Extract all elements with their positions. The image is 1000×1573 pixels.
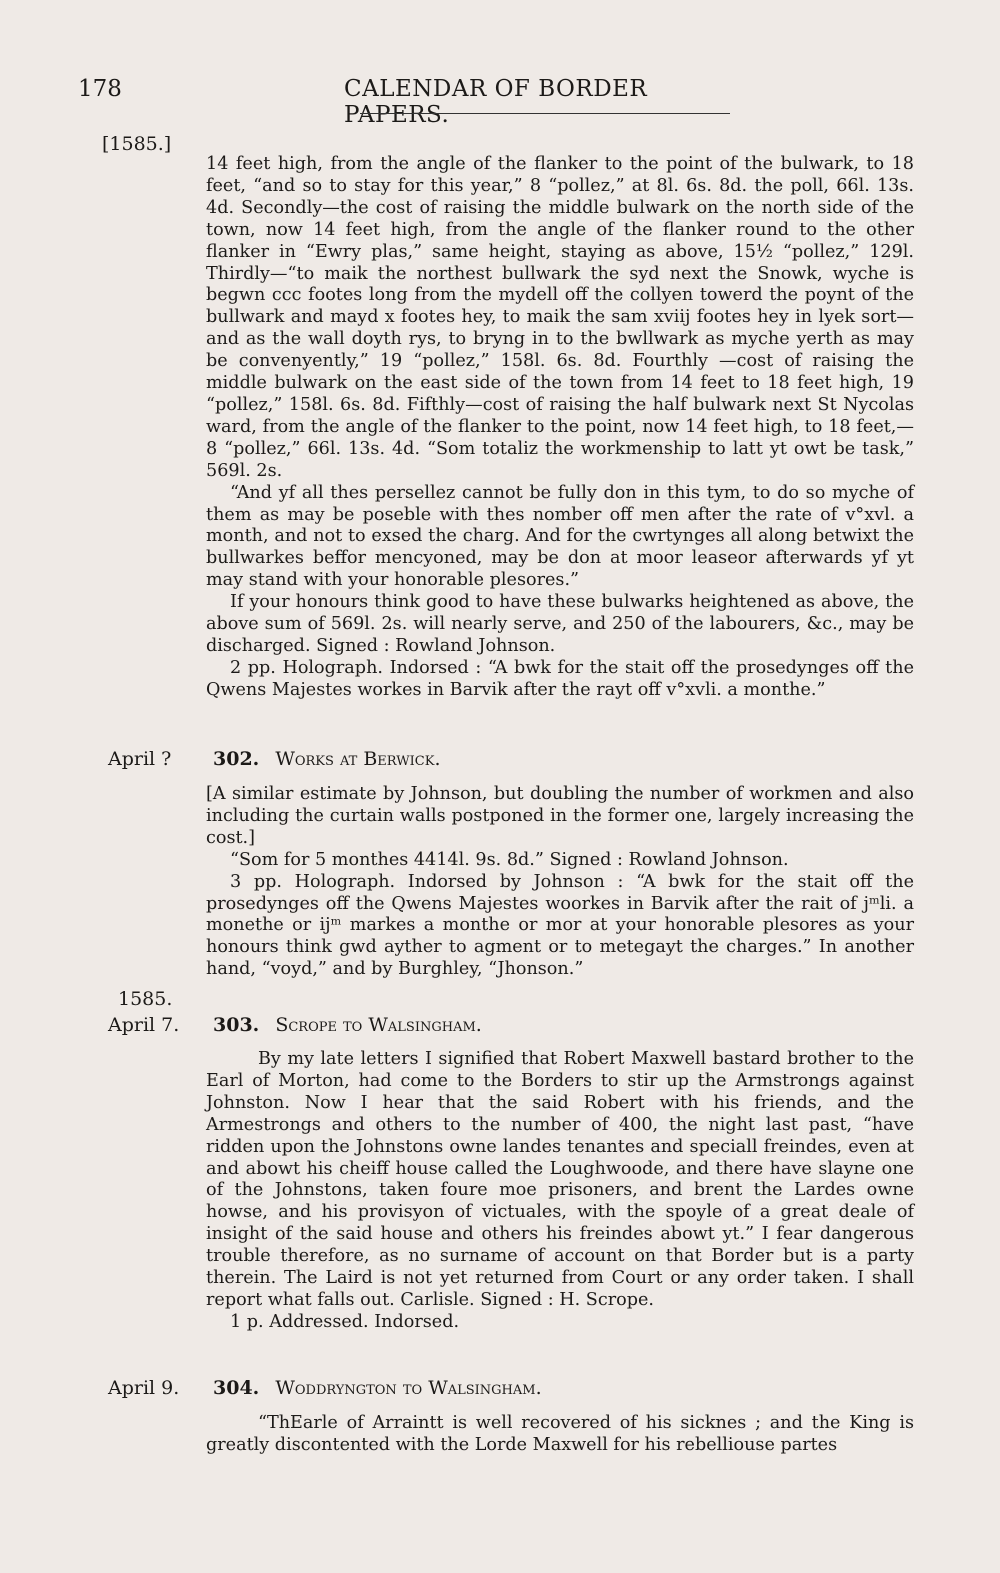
entry-title: Works at Berwick. bbox=[275, 748, 441, 770]
paragraph: 2 pp. Holograph. Indorsed : “A bwk for the stait off the prosedynges off the Qwens Majestes workes in Barvik after the rayt off v°xvli. a monthe.” bbox=[206, 657, 914, 700]
entry-title: Woddryngton to Walsingham. bbox=[275, 1377, 542, 1399]
year-margin-note: [1585.] bbox=[102, 133, 172, 155]
entry-date: April 7. bbox=[108, 1014, 180, 1036]
entry-heading bbox=[213, 1014, 482, 1036]
header-rule bbox=[360, 113, 730, 114]
entry-heading bbox=[213, 748, 441, 770]
paragraph: If your honours think good to have these bulwarks heightened as above, the above sum of 569l. 2s. will nearly serve, and 250 of the labourers, &c., may be discharged. Signed : Rowland Johnson. bbox=[206, 592, 914, 656]
paragraph: “Som for 5 monthes 4414l. 9s. 8d.” Signed : Rowland Johnson. bbox=[230, 849, 789, 870]
paragraph: 1 p. Addressed. Indorsed. bbox=[230, 1311, 460, 1332]
paragraph: [A similar estimate by Johnson, but doubling the number of workmen and also including the curtain walls postponed in the former one, largely increasing the cost.] bbox=[206, 784, 914, 848]
entry-date: April ? bbox=[108, 748, 172, 770]
paragraph: By my late letters I signified that Robert Maxwell bastard brother to the Earl of Morton, had come to the Borders to stir up the Armstrongs against Johnston. Now I hear that the said Robert with his friends, and the Armestrongs and others to the number of 400, the night last past, “have ridden upon the Johnstons owne landes tenantes and speciall freindes, even at and abowt his cheiff house called the Loughwoode, and there have slayne one of the Johnstons, taken foure moe prisoners, and brent the Lardes owne howse, and his provisyon of victuales, with the spoyle of a great deale of insight of the said house and others his freindes abowt yt.” I fear dangerous trouble therefore, as no surname of account on that Border but is a party therein. The Laird is not yet returned from Court or any order taken. I shall report what falls out. Carlisle. Signed : H. Scrope. bbox=[206, 1049, 914, 1310]
running-title: CALENDAR OF BORDER PAPERS. bbox=[344, 76, 648, 128]
paragraph: 14 feet high, from the angle of the flanker to the point of the bulwark, to 18 feet, “and so to stay for this year,” 8 “pollez,” at 8l. 6s. 8d. the poll, 66l. 13s. 4d. Secondly—the cost of raising the middle bulwark on the north side of the town, now 14 feet high, from the angle of the flanker round to the other flanker in “Ewry plas,” same height, staying as above, 15½ “pollez,” 129l. Thirdly—“to maik the northest bullwark the syd next the Snowk, wyche is begwn ccc footes long from the mydell off the collyen towerd the poynt of the bullwark and mayd x footes hey, to maik the sam xviij footes hey in lyek sort—and as the wall doyth rys, to bryng in to the bwllwark as myche yerth as may be convenyently,” 19 “pollez,” 158l. 6s. 8d. Fourthly —cost of raising the middle bulwark on the east side of the town from 14 feet to 18 feet high, 19 “pollez,” 158l. 6s. 8d. Fifthly—cost of raising the half bulwark next St Nycolas ward, from the angle of the flanker to the point, now 14 feet high, to 18 feet,—8 “pollez,” 66l. 13s. 4d. “Som totaliz the workmenship to latt yt owt be task,” 569l. 2s. bbox=[206, 154, 914, 481]
entry-year: 1585. bbox=[118, 988, 173, 1010]
page-number: 178 bbox=[78, 76, 122, 102]
entry-heading bbox=[213, 1377, 542, 1399]
entry-number: 304. bbox=[213, 1377, 260, 1399]
entry-date: April 9. bbox=[108, 1377, 180, 1399]
entry-301-continuation bbox=[206, 154, 914, 702]
page-header bbox=[78, 72, 758, 128]
entry-304-body bbox=[206, 1413, 914, 1457]
entry-number: 302. bbox=[213, 748, 260, 770]
entry-302-body bbox=[206, 784, 914, 981]
paragraph: “ThEarle of Arraintt is well recovered of his sicknes ; and the King is greatly discontented with the Lorde Maxwell for his rebelliouse partes bbox=[206, 1413, 914, 1455]
entry-title: Scrope to Walsingham. bbox=[275, 1014, 482, 1036]
paragraph: “And yf all thes persellez cannot be fully don in this tym, to do so myche of them as may be poseble with thes nomber off men after the rate of v°xvl. a month, and not to exsed the charg. And for the cwrtynges all along betwixt the bullwarkes beffor mencyoned, may be don at moor leaseor afterwards yf yt may stand with your honorable plesores.” bbox=[206, 482, 914, 591]
paragraph: 3 pp. Holograph. Indorsed by Johnson : “A bwk for the stait off the prosedynges off the Qwens Majestes woorkes in Barvik after the rait of jᵐli. a monethe or ijᵐ markes a monthe or mor at your honorable plesores as your honours think gwd ayther to agment or to metegayt the charges.” In another hand, “voyd,” and by Burghley, “Jhonson.” bbox=[206, 871, 914, 980]
entry-303-body bbox=[206, 1049, 914, 1334]
entry-number: 303. bbox=[213, 1014, 260, 1036]
